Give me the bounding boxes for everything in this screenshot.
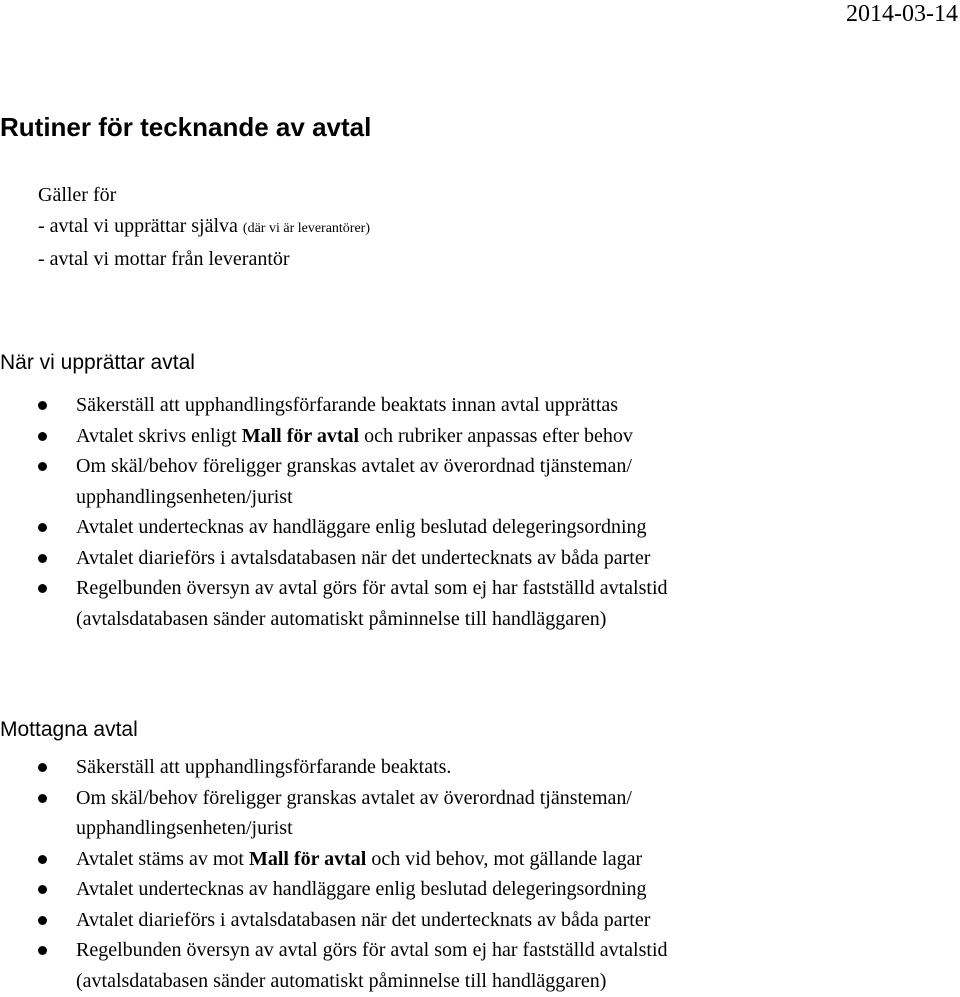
scope-item-received-contracts: - avtal vi mottar från leverantör bbox=[38, 248, 290, 270]
list-item-text-post: och vid behov, mot gällande lagar bbox=[366, 847, 643, 870]
list-item-text: Avtalet diarieförs i avtalsdatabasen när det undertecknats av båda parter bbox=[76, 908, 651, 931]
list-item-line: upphandlingsenheten/jurist bbox=[76, 485, 293, 508]
bullet-icon bbox=[38, 523, 47, 532]
bullet-icon bbox=[38, 855, 47, 864]
list-item-text: Säkerställ att upphandlingsförfarande beaktats. bbox=[76, 756, 452, 778]
list-item bbox=[0, 844, 960, 875]
list-item bbox=[0, 512, 960, 543]
scope-item-own-contracts bbox=[38, 211, 370, 244]
bullet-icon bbox=[38, 763, 47, 772]
list-item bbox=[0, 451, 960, 512]
list-item-line: (avtalsdatabasen sänder automatiskt påminnelse till handläggaren) bbox=[76, 969, 607, 992]
scope-intro: Gäller för bbox=[38, 184, 117, 206]
list-item-line: Regelbunden översyn av avtal görs för avtal som ej har fastställd avtalstid bbox=[76, 577, 668, 599]
scope-block bbox=[38, 180, 370, 275]
list-item-line: upphandlingsenheten/jurist bbox=[76, 817, 293, 839]
section-heading-received-contracts: Mottagna avtal bbox=[0, 718, 138, 741]
bullet-icon bbox=[38, 584, 47, 593]
scope-item-own-note: (där vi är leverantörer) bbox=[242, 221, 371, 236]
list-item-line: Om skäl/behov föreligger granskas avtalet av överordnad tjänsteman/ bbox=[76, 786, 632, 809]
list-item-text: Avtalet diarieförs i avtalsdatabasen när det undertecknats av båda parter bbox=[76, 546, 651, 569]
list-item-text: Avtalet undertecknas av handläggare enlig beslutad delegeringsordning bbox=[76, 878, 647, 900]
bullet-icon bbox=[38, 946, 47, 955]
bullet-icon bbox=[38, 885, 47, 894]
list-item bbox=[0, 390, 960, 421]
own-contracts-list bbox=[0, 390, 960, 634]
list-item bbox=[0, 935, 960, 996]
list-item-text: Avtalet undertecknas av handläggare enlig beslutad delegeringsordning bbox=[76, 516, 647, 538]
document-date: 2014-03-14 bbox=[846, 1, 958, 27]
bullet-icon bbox=[38, 401, 47, 410]
list-item-line: Regelbunden översyn av avtal görs för avtal som ej har fastställd avtalstid bbox=[76, 939, 668, 961]
bullet-icon bbox=[38, 794, 47, 803]
bullet-icon bbox=[38, 432, 47, 441]
document-title: Rutiner för tecknande av avtal bbox=[0, 112, 372, 142]
list-item-text-post: och rubriker anpassas efter behov bbox=[359, 424, 633, 447]
section-heading-own-contracts: När vi upprättar avtal bbox=[0, 351, 195, 374]
bullet-icon bbox=[38, 462, 47, 471]
bullet-icon bbox=[38, 554, 47, 563]
received-contracts-list bbox=[0, 752, 960, 996]
list-item-text: Säkerställ att upphandlingsförfarande beaktats innan avtal upprättas bbox=[76, 394, 619, 416]
list-item bbox=[0, 752, 960, 783]
list-item-template-reference: Mall för avtal bbox=[248, 847, 367, 870]
list-item bbox=[0, 783, 960, 844]
list-item bbox=[0, 543, 960, 574]
scope-item-own-text: - avtal vi upprättar själva bbox=[38, 215, 243, 237]
bullet-icon bbox=[38, 916, 47, 925]
list-item-line: Om skäl/behov föreligger granskas avtalet av överordnad tjänsteman/ bbox=[76, 455, 632, 477]
list-item-text-pre: Avtalet skrivs enligt bbox=[76, 424, 242, 447]
list-item bbox=[0, 905, 960, 936]
list-item-text-pre: Avtalet stäms av mot bbox=[76, 847, 249, 870]
list-item bbox=[0, 874, 960, 905]
list-item-line: (avtalsdatabasen sänder automatiskt påminnelse till handläggaren) bbox=[76, 607, 607, 630]
list-item-template-reference: Mall för avtal bbox=[241, 424, 360, 447]
list-item bbox=[0, 421, 960, 452]
list-item bbox=[0, 573, 960, 634]
